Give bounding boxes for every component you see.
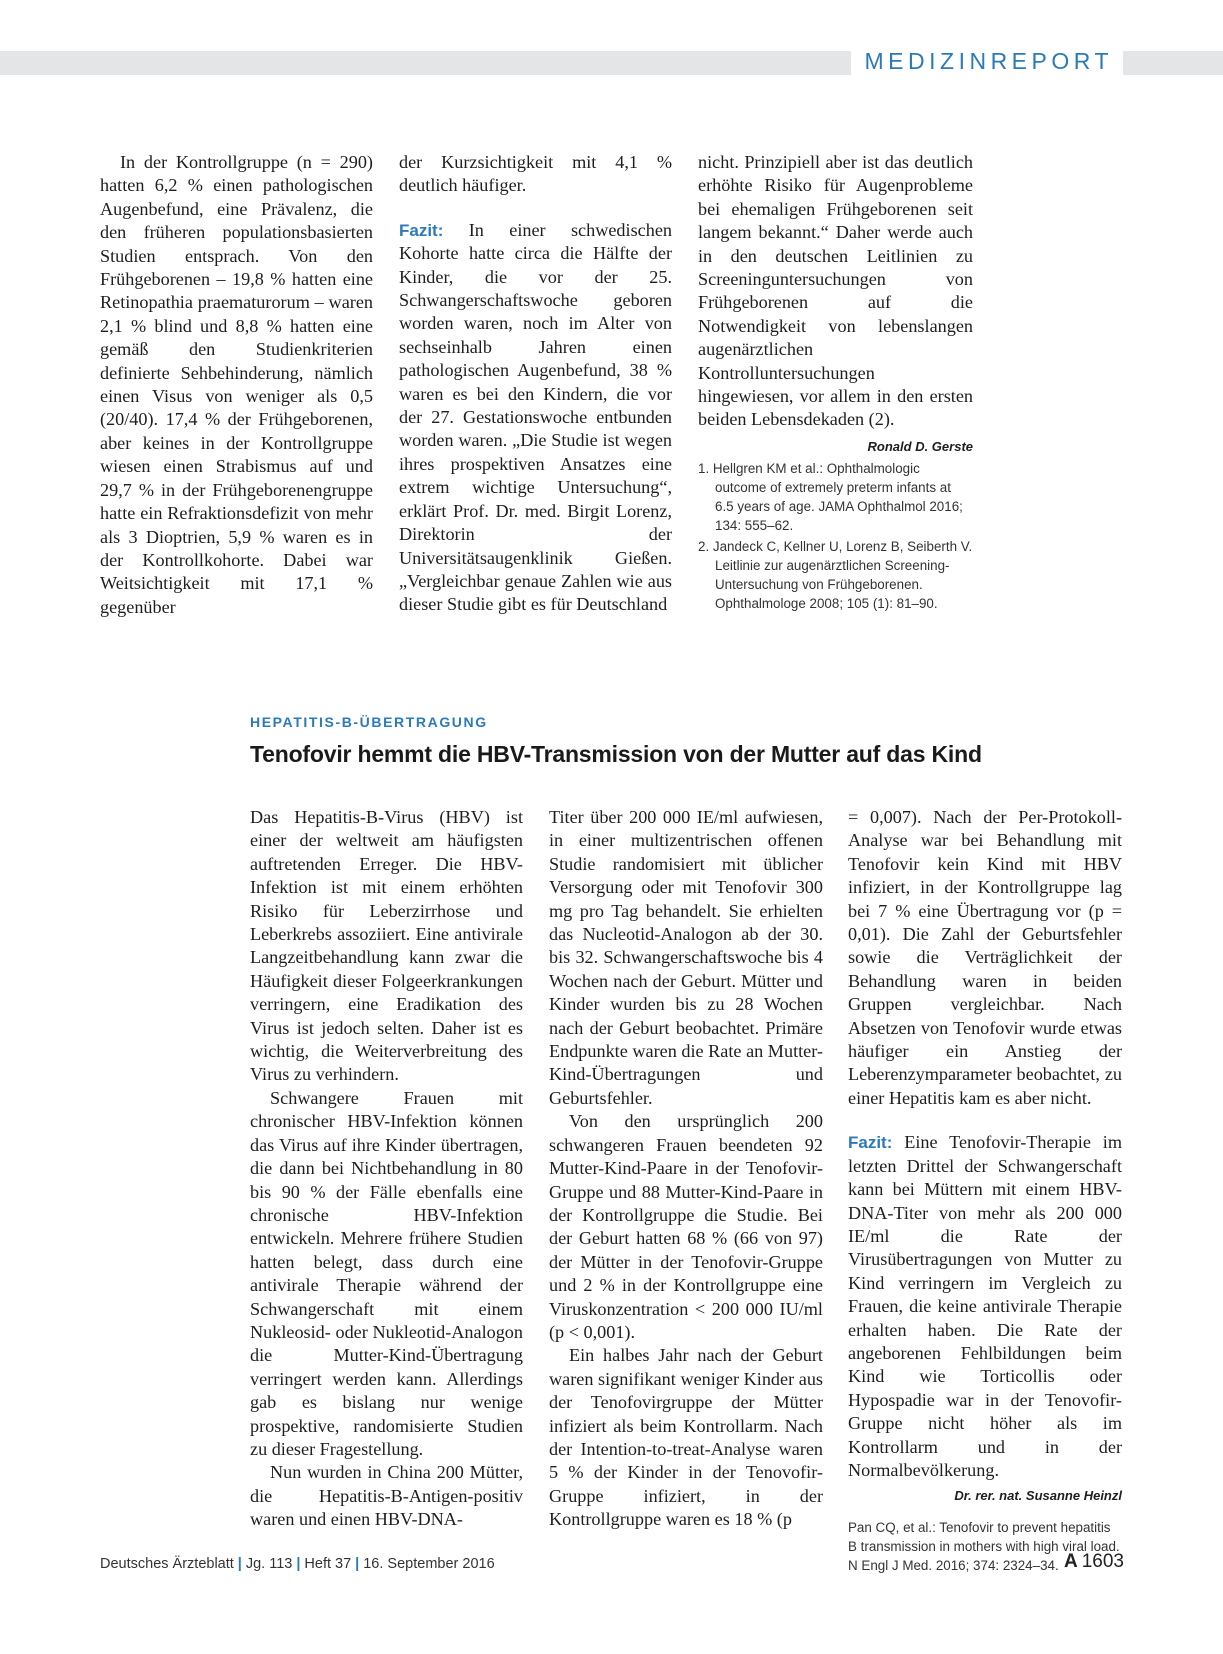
paragraph: Nun wurden in China 200 Mütter, die Hepatitis-B-Antigen-positiv waren und einen HBV-DNA- bbox=[250, 1462, 523, 1530]
paragraph: der Kurzsichtigkeit mit 4,1 % deutlich häufiger. bbox=[399, 152, 672, 196]
footer-separator: | bbox=[237, 1556, 242, 1572]
paragraph: Von den ursprünglich 200 schwangeren Frauen beendeten 92 Mutter-Kind-Paare in der Tenofovir-Gruppe und 88 Mutter-Kind-Paare in der Kontrollgruppe die Studie. Bei der Geburt hatten 68 % (66 von 97) der Mütter in der Tenofovir-Gruppe und 2 % in der Kontrollgruppe eine Viruskonzentration < 200 000 IU/ml (p < 0,001). bbox=[549, 1111, 823, 1342]
fazit-text: In einer schwedischen Kohorte hatte circa die Hälfte der Kinder, die vor der 25. Schwangerschaftswoche geboren worden waren, noch im Alter von sechseinhalb Jahren einen pathologischen Augenbefund, 38 % waren es bei den Kindern, die vor der 27. Gestationswoche entbunden worden waren. „Die Studie ist wegen ihres prospektiven Ansatzes eine extrem wichtige Untersuchung“, erklärt Prof. Dr. med. Birgit Lorenz, Direktorin der Universitätsaugenklinik Gießen. „Vergleichbar genaue Zahlen wie aus dieser Studie gibt es für Deutschland bbox=[399, 219, 672, 615]
journal-name: Deutsches Ärzteblatt bbox=[100, 1556, 234, 1572]
article2-column-1 bbox=[250, 806, 523, 1532]
page-footer bbox=[100, 1556, 495, 1572]
source-citation: Pan CQ, et al.: Tenofovir to prevent hepatitis B transmission in mothers with high viral load. N Engl J Med. 2016; 374: 2324–34. bbox=[848, 1519, 1120, 1573]
article1-column-3 bbox=[698, 151, 973, 458]
fazit-label: Fazit: bbox=[399, 220, 444, 240]
section-label: MEDIZINREPORT bbox=[851, 46, 1123, 75]
reference-item: 2. Jandeck C, Kellner U, Lorenz B, Seiberth V. Leitlinie zur augenärztlichen Screening-Untersuchung von Frühgeborenen. Ophthalmologe 2008; 105 (1): 81–90. bbox=[698, 539, 973, 611]
paragraph: = 0,007). Nach der Per-Protokoll-Analyse war bei Behandlung mit Tenofovir kein Kind mit HBV infiziert, in der Kontrollgruppe lag bei 7 % eine Übertragung vor (p = 0,01). Die Zahl der Geburtsfehler sowie die Verträglichkeit der Behandlung waren in beiden Gruppen vergleichbar. Nach Absetzen von Tenofovir wurde etwas häufiger ein Anstieg der Leberenzymparameter beobachtet, zu einer Hepatitis kam es aber nicht. bbox=[848, 807, 1122, 1108]
volume: Jg. 113 bbox=[245, 1556, 293, 1572]
paragraph: Schwangere Frauen mit chronischer HBV-Infektion können das Virus auf ihre Kinder übertragen, die dann bei Nichtbehandlung in 80 bis 90 % der Fälle ebenfalls eine chronische HBV-Infektion entwickeln. Mehrere frühere Studien hatten belegt, dass durch eine antivirale Therapie während der Schwangerschaft mit einem Nukleosid- oder Nukleotid-Analogon die Mutter-Kind-Übertragung verringert werden kann. Allerdings gab es bislang nur wenige prospektive, randomisierte Studien zu dieser Fragestellung. bbox=[250, 1087, 523, 1459]
author-byline: Ronald D. Gerste bbox=[867, 438, 973, 454]
paragraph: Titer über 200 000 IE/ml aufwiesen, in einer multizentrischen offenen Studie randomisiert mit üblicher Versorgung oder mit Tenofovir 300 mg pro Tag behandelt. Sie erhielten das Nucleotid-Analogon ab der 30. bis 32. Schwangerschaftswoche bis 4 Wochen nach der Geburt. Mütter und Kinder wurden bis zu 28 Wochen nach der Geburt beobachtet. Primäre Endpunkte waren die Rate an Mutter-Kind-Übertragungen und Geburtsfehler. bbox=[549, 807, 823, 1108]
reference-list bbox=[698, 459, 973, 615]
article-kicker: HEPATITIS-B-ÜBERTRAGUNG bbox=[250, 714, 488, 730]
author-byline: Dr. rer. nat. Susanne Heinzl bbox=[954, 1488, 1122, 1504]
article2-column-2 bbox=[549, 806, 823, 1532]
page-number-value: 1603 bbox=[1081, 1551, 1124, 1572]
page-prefix: A bbox=[1063, 1551, 1078, 1572]
article1-column-1 bbox=[100, 151, 373, 619]
fazit-paragraph bbox=[848, 1131, 1122, 1482]
issue: Heft 37 bbox=[304, 1556, 352, 1572]
paragraph-text: nicht. Prinzipiell aber ist das deutlich erhöhte Risiko für Augenprobleme bei ehemaligen Frühgeborenen seit langem bekannt.“ Daher werde auch in den deutschen Leitlinien zu Screeninguntersuchungen von Frühgeborenen auf die Notwendigkeit von lebenslangen augenärztlichen Kontrolluntersuchungen hingewiesen, vor allem in den ersten beiden Lebensdekaden (2). bbox=[698, 152, 973, 430]
fazit-text: Eine Tenofovir-Therapie im letzten Drittel der Schwangerschaft kann bei Müttern mit einem HBV-DNA-Titer von mehr als 200 000 IE/ml die Rate der Virusübertragungen von Mutter zu Kind verringern im Vergleich zu Frauen, die keine antivirale Therapie erhalten haben. Die Rate der angeborenen Fehlbildungen beim Kind wie Torticollis oder Hypospadie war in der Tenovofir-Gruppe nicht höher als im Kontrollarm und in der Normalbevölkerung. bbox=[848, 1132, 1122, 1480]
reference-item: 1. Hellgren KM et al.: Ophthalmologic outcome of extremely preterm infants at 6.5 years of age. JAMA Ophthalmol 2016; 134: 555–62. bbox=[698, 461, 963, 533]
article1-column-2 bbox=[399, 151, 672, 617]
footer-separator: | bbox=[296, 1556, 301, 1572]
fazit-paragraph bbox=[399, 219, 672, 617]
fazit-label: Fazit: bbox=[848, 1133, 893, 1153]
paragraph: Ein halbes Jahr nach der Geburt waren signifikant weniger Kinder aus der Tenofovirgruppe der Mütter infiziert als beim Kontrollarm. Nach der Intention-to-treat-Analyse waren 5 % der Kinder in der Tenovofir-Gruppe infiziert, in der Kontrollgruppe waren es 18 % (p bbox=[549, 1345, 823, 1530]
issue-date: 16. September 2016 bbox=[363, 1556, 495, 1572]
paragraph bbox=[698, 151, 973, 454]
article2-column-3 bbox=[848, 806, 1122, 1575]
paragraph: Das Hepatitis-B-Virus (HBV) ist einer der weltweit am häufigsten auftretenden Erreger. Die HBV-Infektion ist mit einem erhöhten Risiko für Leberzirrhose und Leberkrebs assoziiert. Eine antivirale Langzeitbehandlung kann zwar die Häufigkeit dieser Folgeerkrankungen verringern, eine Eradikation des Virus ist jedoch selten. Daher ist es wichtig, die Weiterverbreitung des Virus zu verhindern. bbox=[250, 807, 523, 1085]
article-headline: Tenofovir hemmt die HBV-Transmission von der Mutter auf das Kind bbox=[250, 741, 982, 767]
paragraph: In der Kontrollgruppe (n = 290) hatten 6,2 % einen pathologischen Augenbefund, eine Prävalenz, die den früheren populationsbasierten Studien entsprach. Von den Frühgeborenen – 19,8 % hatten eine Retinopathia praematurorum – waren 2,1 % blind und 8,8 % hatten eine gemäß den Studienkriterien definierte Sehbehinderung, nämlich einen Visus von weniger als 0,5 (20/40). 17,4 % der Frühgeborenen, aber keines in der Kontrollgruppe wiesen einen Strabismus auf und 29,7 % in der Frühgeborenengruppe hatte ein Refraktionsdefizit von mehr als 3 Dioptrien, 5,9 % waren es in der Kontrollkohorte. Dabei war Weitsichtigkeit mit 17,1 % gegenüber bbox=[100, 152, 373, 617]
page-number bbox=[1064, 1551, 1124, 1573]
footer-separator: | bbox=[355, 1556, 360, 1572]
